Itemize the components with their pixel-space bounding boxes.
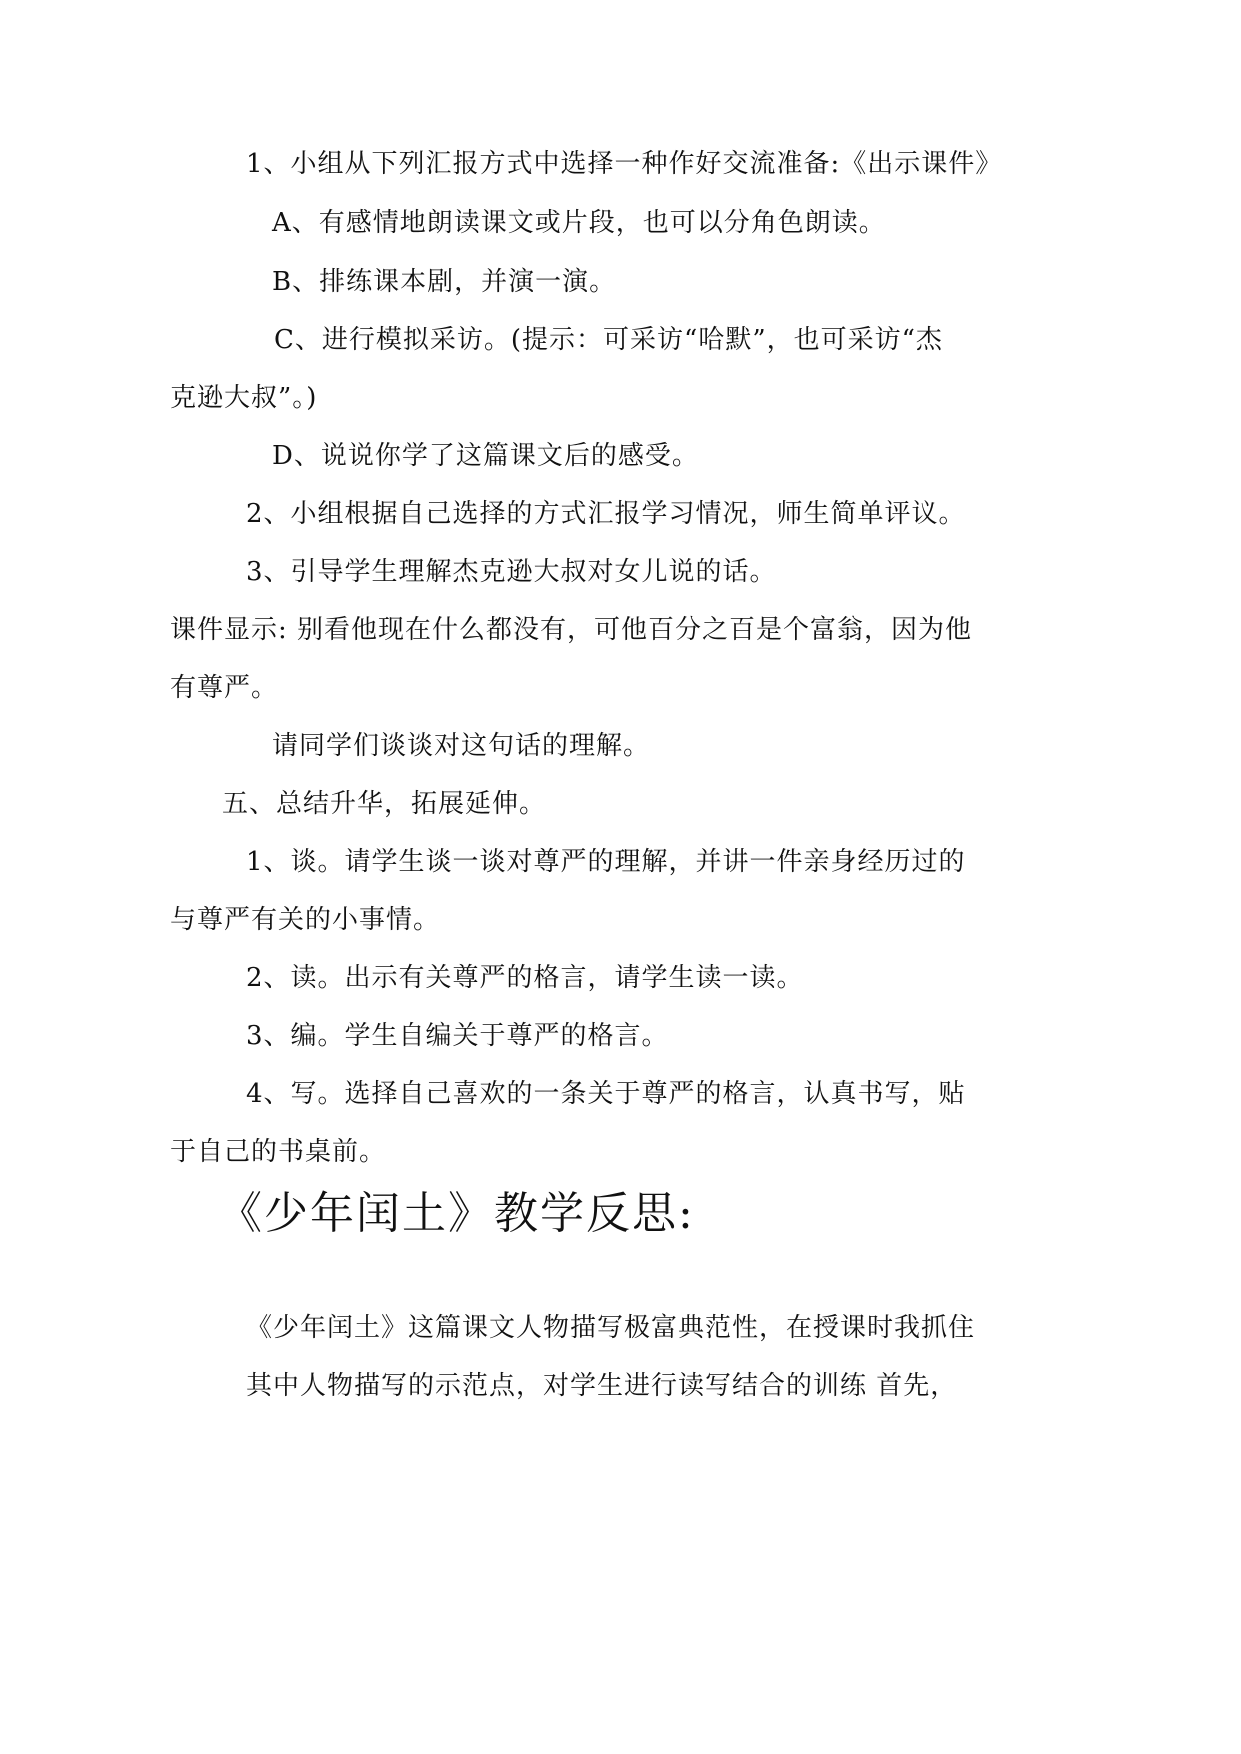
activity-write: 4、写。选择自己喜欢的一条关于尊严的格言，认真书写，贴 xyxy=(246,1079,966,1109)
reflection-paragraph-line-1: 《少年闰土》这篇课文人物描写极富典范性，在授课时我抓住 xyxy=(246,1313,976,1343)
option-b: B、排练课本剧，并演一演。 xyxy=(272,267,617,297)
option-d: D、说说你学了这篇课文后的感受。 xyxy=(272,441,699,471)
section-five-heading: 五、总结升华，拓展延伸。 xyxy=(222,789,547,819)
step-2: 2、小组根据自己选择的方式汇报学习情况，师生简单评议。 xyxy=(246,499,966,529)
activity-read: 2、读。出示有关尊严的格言，请学生读一读。 xyxy=(246,963,804,993)
activity-compose: 3、编。学生自编关于尊严的格言。 xyxy=(246,1021,669,1051)
activity-write-continued: 于自己的书桌前。 xyxy=(170,1137,387,1167)
discussion-prompt: 请同学们谈谈对这句话的理解。 xyxy=(272,731,651,761)
option-a: A、有感情地朗读课文或片段，也可以分角色朗读。 xyxy=(272,208,886,238)
activity-talk-continued: 与尊严有关的小事情。 xyxy=(170,905,441,935)
option-c: C、进行模拟采访。(提示：可采访“哈默”，也可采访“杰 xyxy=(274,325,943,355)
reflection-heading: 《少年闰土》教学反思: xyxy=(218,1188,695,1239)
courseware-display: 课件显示: 别看他现在什么都没有，可他百分之百是个富翁，因为他 xyxy=(170,615,973,645)
courseware-display-continued: 有尊严。 xyxy=(170,673,279,703)
step-3: 3、引导学生理解杰克逊大叔对女儿说的话。 xyxy=(246,557,777,587)
option-c-continued: 克逊大叔”。) xyxy=(170,383,318,413)
reflection-paragraph-line-2: 其中人物描写的示范点，对学生进行读写结合的训练 首先， xyxy=(246,1371,958,1401)
activity-talk: 1、谈。请学生谈一谈对尊严的理解，并讲一件亲身经历过的 xyxy=(246,847,966,877)
step-1-report-options: 1、小组从下列汇报方式中选择一种作好交流准备:《出示课件》 xyxy=(246,149,1003,179)
